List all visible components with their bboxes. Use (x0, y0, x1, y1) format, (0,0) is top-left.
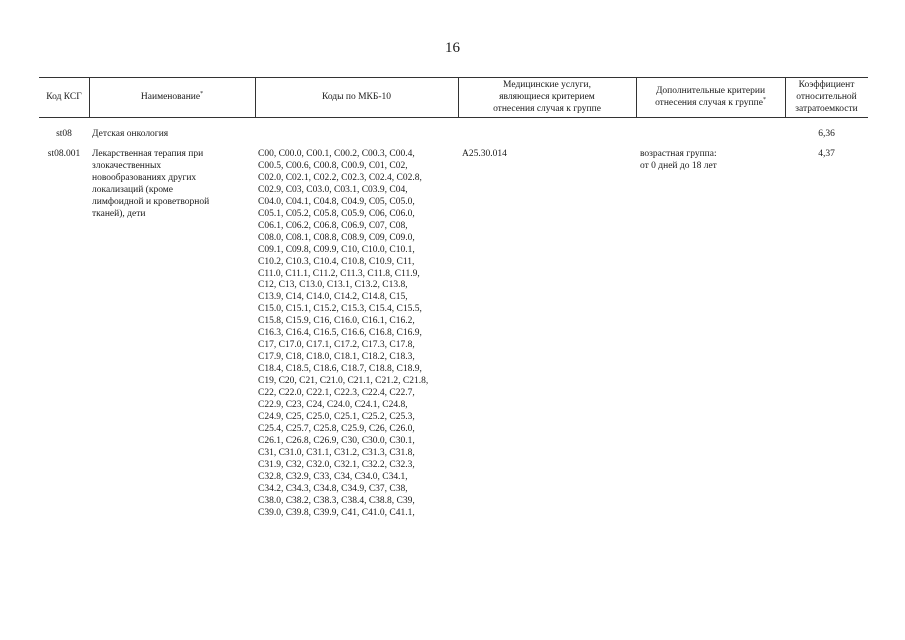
row-name: Детская онкология (92, 129, 169, 139)
header-name: Наименование* (140, 90, 204, 102)
page-number: 16 (445, 40, 460, 56)
header-icd: Коды по МКБ-10 (321, 92, 392, 102)
row-icd-codes: C00, C00.0, C00.1, C00.2, C00.3, C00.4, C00.5, C00.6, C00.8, C00.9, C01, C02, C02.0, C02.1, C02.2, C02.3, C02.4, C02.8, C02.9, C03, C03.0, C03.1, C03.9, C04, C04.0, C04.1, C04.8, C04.9, C05, C05.0, C05.1, C05.2, C05.8, C05.9, C06, C06.0, C06.1, C06.2, C06.8, C06.9, C07, C08, C08.0, C08.1, C08.8, C08.9, C09, C09.0, C09.1, C09.8, C09.9, C10, C10.0, C10.1, C10.2, C10.3, C10.4, C10.8, C10.9, C11, C11.0, C11.1, C11.2, C11.3, C11.8, C11.9, C12, C13, C13.0, C13.1, C13.2, C13.8, C13.9, C14, C14.0, C14.2, C14.8, C15, C15.0, C15.1, C15.2, C15.3, C15.4, C15.5, C15.8, C15.9, C16, C16.0, C16.1, C16.2, C16.3, C16.4, C16.5, C16.6, C16.8, C16.9, C17, C17.0, C17.1, C17.2, C17.3, C17.8, C17.9, C18, C18.0, C18.1, C18.2, C18.3, C18.4, C18.5, C18.6, C18.7, C18.8, C18.9, C19, C20, C21, C21.0, C21.1, C21.2, C21.8, C22, C22.0, C22.1, C22.3, C22.4, C22.7, C22.9, C23, C24, C24.0, C24.1, C24.8, C24.9, C25, C25.0, C25.1, C25.2, C25.3, C25.4, C25.7, C25.8, C25.9, C26, C26.0, C26.1, C26.8, C26.9, C30, C30.0, C30.1, C31, C31.0, C31.1, C31.2, C31.3, C31.8, C31.9, C32, C32.0, C32.1, C32.2, C32.3, C32.8, C32.9, C33, C34, C34.0, C34.1, C34.2, C34.3, C34.8, C34.9, C37, C38, C38.0, C38.2, C38.3, C38.4, C38.8, C39, C39.0, C39.8, C39.9, C41, C41.0, C41.1, (258, 149, 429, 518)
row-services: A25.30.014 (462, 149, 507, 159)
header-code: Код КСГ (46, 92, 82, 102)
header-coefficient: Коэффициент относительной затратоемкости (795, 80, 858, 114)
row-coefficient: 6,36 (818, 129, 835, 139)
table-header-bottom-border (39, 117, 868, 118)
header-criteria: Дополнительные критерии отнесения случая к группе* (655, 86, 766, 108)
footnote-mark: * (200, 90, 204, 97)
row-criteria: возрастная группа: от 0 дней до 18 лет (640, 149, 717, 171)
row-code: st08.001 (47, 149, 81, 159)
row-code: st08 (56, 129, 72, 139)
footnote-mark: * (762, 96, 766, 103)
header-services: Медицинские услуги, являющиеся критерием отнесения случая к группе (493, 80, 601, 114)
row-coefficient: 4,37 (818, 149, 835, 159)
row-name: Лекарственная терапия при злокачественных новообразованиях других локализаций (кроме лимфоидной и кроветворной тканей), дети (92, 149, 210, 219)
